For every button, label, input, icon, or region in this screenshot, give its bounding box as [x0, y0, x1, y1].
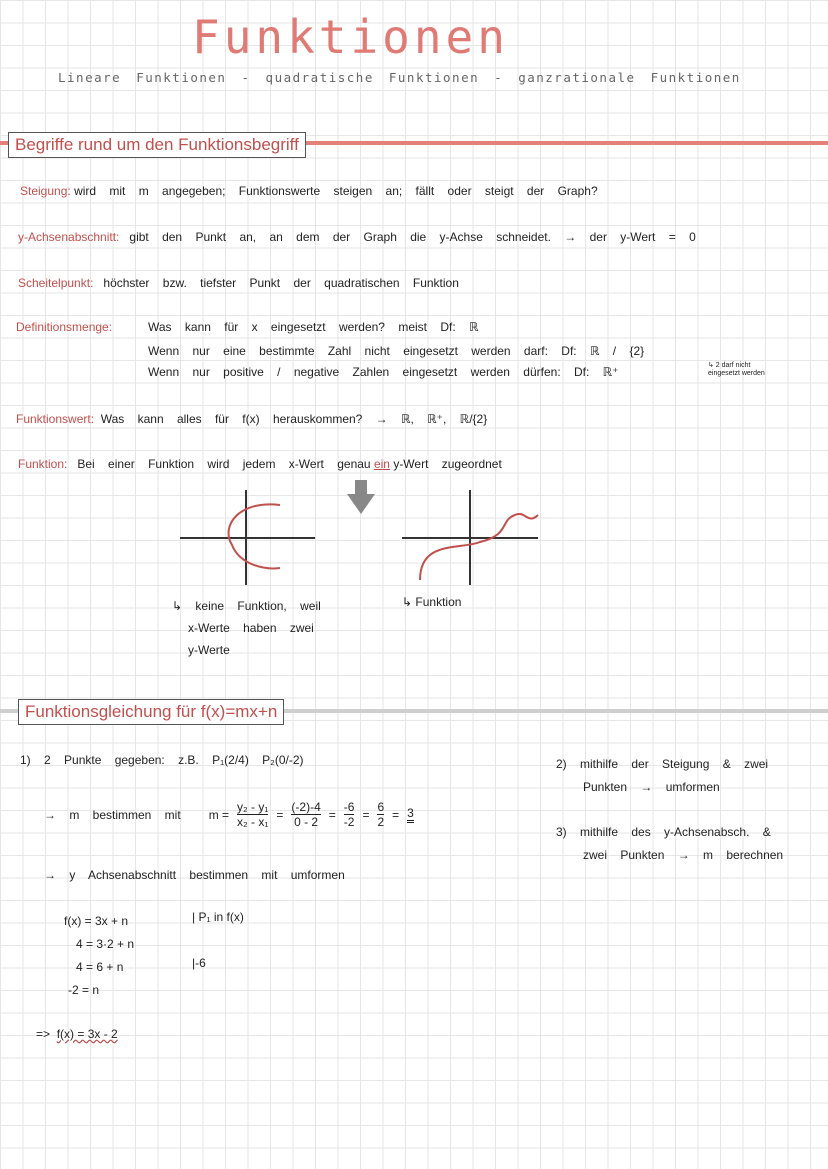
fraction-num: y₂ - y₁: [237, 800, 269, 814]
caption-line: ↳ keine Funktion, weil: [172, 599, 321, 613]
down-arrow-icon: [347, 480, 375, 514]
fraction-num: 6: [377, 800, 385, 814]
result-arrow: =>: [36, 1027, 51, 1041]
m-calculation: [44, 800, 414, 829]
fraction-den: 0 - 2: [294, 815, 319, 829]
step3-line: zwei Punkten → m berechnen: [583, 848, 784, 862]
funktionswert-text: Was kann alles für f(x) herauskommen? → ℝ, ℝ⁺, ℝ/{2}: [100, 412, 488, 426]
fraction-den: 2: [377, 815, 385, 829]
step2-line: Punkten → umformen: [583, 780, 720, 794]
caption-line: x-Werte haben zwei: [188, 621, 314, 635]
scheitelpunkt-label: Scheitelpunkt:: [18, 276, 94, 290]
calc-note: |-6: [192, 956, 206, 970]
equals: =: [362, 807, 370, 822]
scheitelpunkt-row: [18, 276, 459, 290]
fraction-den: x₂ - x₁: [237, 815, 269, 829]
equals: =: [392, 807, 400, 822]
graph-no-function: [180, 490, 315, 585]
step3: [556, 821, 783, 867]
definitionsmenge-line3: Wenn nur positive / negative Zahlen eingesetzt werden dürfen: Df: ℝ⁺: [148, 365, 619, 379]
fraction-den: -2: [343, 815, 355, 829]
section-heading-funktionsgleichung: Funktionsgleichung für f(x)=mx+n: [18, 699, 284, 725]
step1: 1) 2 Punkte gegeben: z.B. P₁(2/4) P₂(0/-2): [20, 753, 304, 767]
graph-right-caption: ↳ Funktion: [402, 595, 462, 609]
m-symbol: m =: [208, 807, 230, 822]
caption-line: y-Werte: [188, 643, 230, 657]
calc-line: 4 = 3·2 + n: [76, 937, 135, 951]
m-result: 3: [407, 806, 414, 823]
fraction-num: -6: [343, 800, 355, 814]
graph-illustrations: [170, 480, 550, 590]
fraction-num: (-2)-4: [291, 800, 321, 814]
funktion-text2: y-Wert zugeordnet: [393, 457, 502, 471]
definitionsmenge-label: Definitionsmenge:: [16, 320, 113, 334]
note-line2: eingesetzt werden: [708, 370, 765, 377]
funktion-row: [18, 457, 502, 471]
n-line: → y Achsenabschnitt bestimmen mit umformen: [44, 868, 345, 882]
steigung-text: wird mit m angegeben; Funktionswerte steigen an; fällt oder steigt der Graph?: [74, 184, 598, 198]
note-line1: ↳ 2 darf nicht: [708, 362, 751, 369]
calc-note: | P₁ in f(x): [192, 910, 244, 924]
calc-line: f(x) = 3x + n: [64, 914, 129, 928]
scheitelpunkt-text: höchster bzw. tiefster Punkt der quadratischen Funktion: [103, 276, 459, 290]
final-result: [36, 1027, 118, 1041]
section-heading-begriffe: Begriffe rund um den Funktionsbegriff: [8, 132, 306, 158]
n-calculation: [64, 910, 134, 1002]
m-prefix: → m bestimmen mit: [44, 807, 181, 822]
graph-function: [402, 490, 538, 585]
step3-line: 3) mithilfe des y-Achsenabsch. &: [556, 825, 771, 839]
steigung-row: [20, 184, 598, 198]
page-subtitle: Lineare Funktionen - quadratische Funktionen - ganzrationale Funktionen: [58, 70, 741, 85]
equals: =: [276, 807, 284, 822]
equals: =: [328, 807, 336, 822]
step2-line: 2) mithilfe der Steigung & zwei: [556, 757, 769, 771]
achsenabschnitt-label: y-Achsenabschnitt:: [18, 230, 120, 244]
funktionswert-row: [16, 412, 487, 426]
definitionsmenge-line1: Was kann für x eingesetzt werden? meist Df: ℝ: [148, 320, 479, 334]
achsenabschnitt-text: gibt den Punkt an, an dem der Graph die y-Achse schneidet. → der y-Wert = 0: [129, 230, 696, 244]
step2: [556, 753, 768, 799]
result-equation: f(x) = 3x - 2: [56, 1027, 118, 1041]
page-title: Funktionen: [192, 10, 509, 64]
calc-line: 4 = 6 + n: [76, 960, 124, 974]
definitionsmenge-line2: Wenn nur eine bestimmte Zahl nicht eingesetzt werden darf: Df: ℝ / {2}: [148, 344, 645, 358]
funktionswert-label: Funktionswert:: [16, 412, 95, 426]
achsenabschnitt-row: [18, 230, 696, 244]
funktion-underlined: ein: [373, 457, 390, 471]
funktion-label: Funktion:: [18, 457, 68, 471]
funktion-text: Bei einer Funktion wird jedem x-Wert genau: [77, 457, 371, 471]
steigung-label: Steigung:: [20, 184, 71, 198]
calc-line: -2 = n: [68, 983, 100, 997]
graph-left-caption: [172, 595, 321, 661]
definitionsmenge-note: [708, 362, 765, 378]
